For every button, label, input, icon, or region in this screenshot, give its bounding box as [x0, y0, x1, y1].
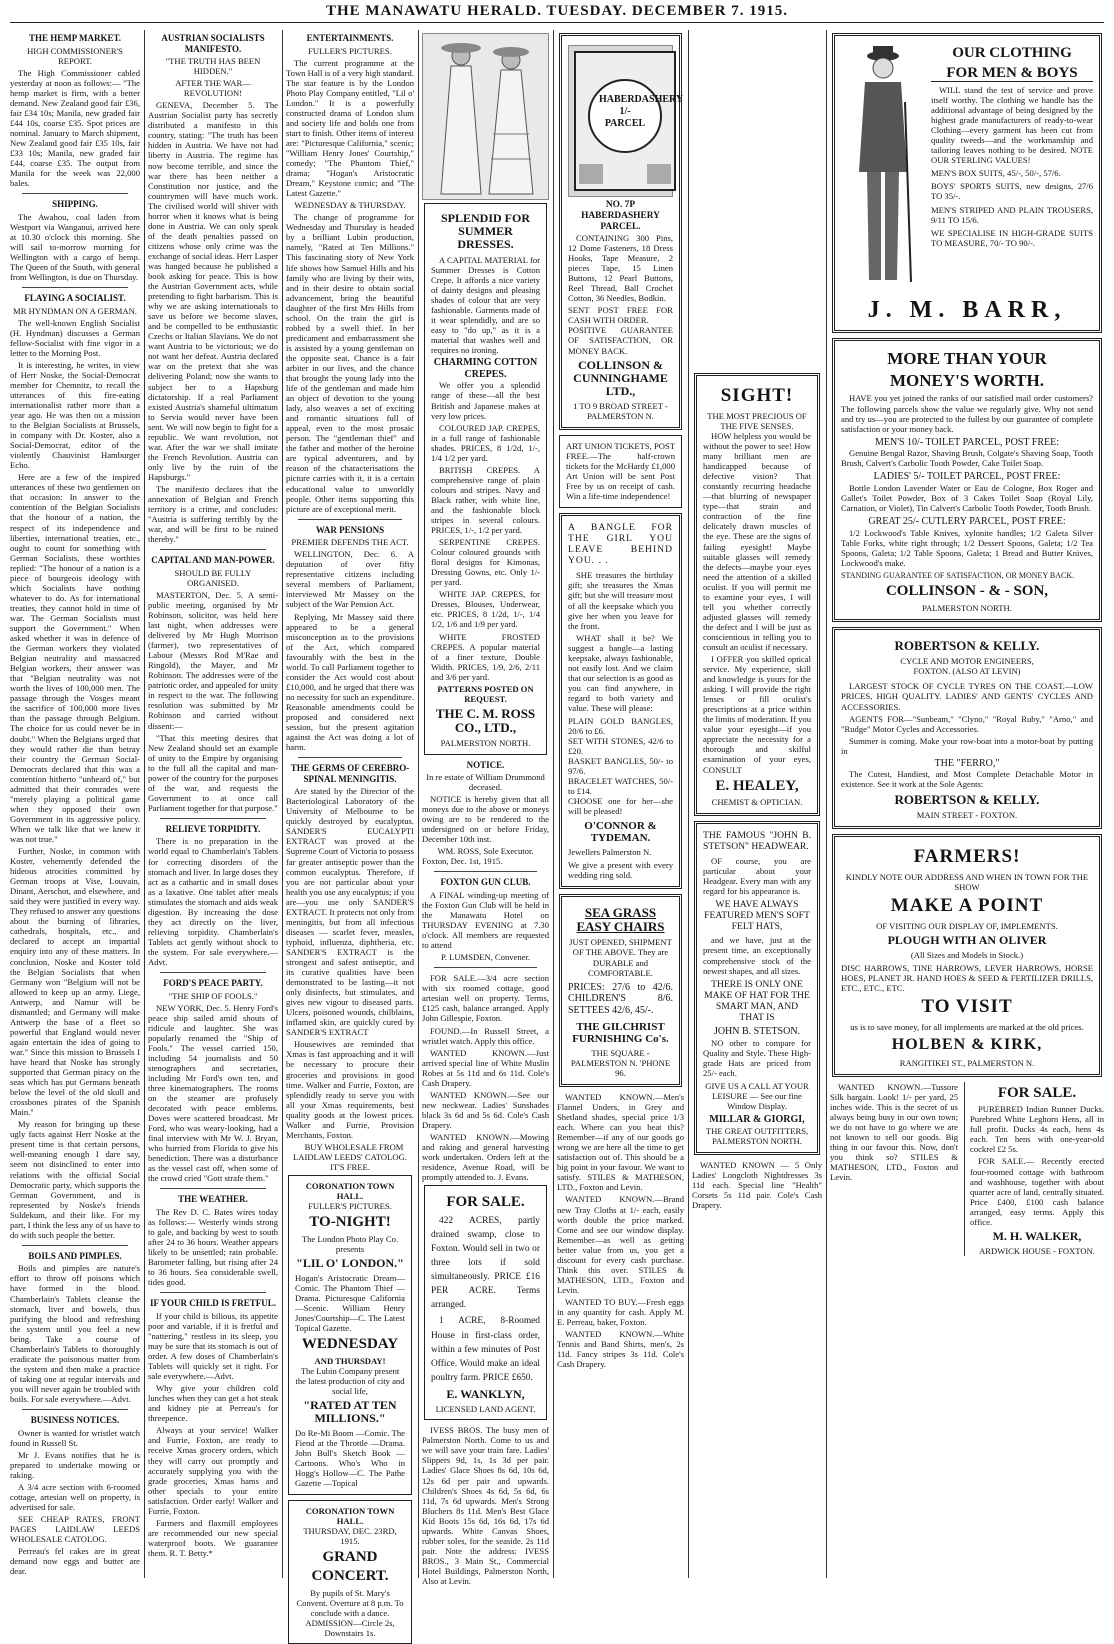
subheadline: HIGH COMMISSIONER'S REPORT. — [27, 45, 123, 66]
article-text: Always at your service! Walker and Furrie, Foxton, are ready to receive Xmas grocery orders, which they will carry out promptly and accurately supplying you with the grade groceries, Xmas hams and other specials to your entire satisfaction. Order early! Walker and Furrie, Foxton. — [148, 1425, 278, 1516]
ad-line: MAIN STREET - FOXTON. — [916, 809, 1018, 820]
ad-title: TO-NIGHT! — [309, 1214, 391, 1231]
ad-title: FOR MEN & BOYS — [931, 65, 1093, 83]
ad-title: OUR CLOTHING — [952, 45, 1072, 61]
parcel-label: HABERDASHERY 1/- PARCEL — [599, 94, 684, 129]
ad-text: SERPENTINE CREPES. Colour coloured grounds with floral designs for Kimonas, Dressing Gowns, etc. Only 1/- per yard. — [431, 537, 540, 588]
robertson-kelly-ad — [832, 627, 1102, 829]
article-text: Mr J. Evans notifies that he is prepared to undertake mowing or raking. — [10, 1449, 140, 1480]
ad-text: NO other to compare for Quality and Style. These High-grade Hats are priced from 25/- each. — [703, 1038, 811, 1079]
subheadline: FULLER'S PICTURES. — [308, 45, 392, 56]
ad-text: HAVE you yet joined the ranks of our satisfied mail order customers? The following parcels show the value we regularly give. Why not send and try us—you are protected to the fullest by our guarantee of complete satisfaction or your money back. — [841, 393, 1093, 434]
ad-text: WHITE JAP. CREPES, for Dresses, Blouses, Underwear, etc. PRICES, 8 1/2d, 1/-, 1/4 1/2, 1/6 and 1/9 per yard. — [431, 589, 540, 630]
clothing-illustration — [841, 42, 925, 292]
article-text: BUY WHOLESALE FROM LAIDLAW LEEDS' CATOLOG. IT'S FREE. — [293, 1141, 407, 1172]
price-line: BASKET BANGLES, 50/- to 97/6. — [568, 756, 673, 777]
article-text: The current programme at the Town Hall is of a very high standard. The star feature is by the London Photo Play Company entitled, "Lil o' London." It is a powerfully constructed drama of London slum and society life and holds one from start to finish. Other items of interest are: "Picturesque California," scenic; "William Henry Jones' Courtship," comedy; "The Phantom Thief," drama; "Hogan's Aristocratic Dream," Keystone comic; and "The Latest Gazette." — [286, 57, 414, 199]
ad-title: SEA GRASS EASY CHAIRS — [576, 904, 665, 935]
ad-title: MORE THAN YOUR — [887, 349, 1047, 369]
divider — [298, 519, 402, 520]
article-text: There is no preparation in the world equal to Chamberlain's Tablets for correcting disorders of the stomach and liver. In large doses they act as a cathartic and in small doses as a laxative. One tablet after meals stimulates the stomach and aids weak digestion. By increasing the dose they act directly on the liver, relieving torpidity. Chamberlain's Tablets act gently without shock to the system. For sale everywhere.—Advt. — [148, 836, 278, 967]
ad-line: (All Sizes and Models in Stock.) — [910, 949, 1024, 960]
article-text: Perreau's fel cakes are in great demand now eggs and butter are dear. — [10, 1546, 140, 1577]
ad-line: Jewellers Palmerston N. — [568, 846, 652, 857]
column-rule — [826, 30, 827, 1578]
ad-title: CHARMING COTTON CREPES. — [433, 357, 538, 380]
price-line: BOYS' SPORTS SUITS, new designs, 27/6 TO 35/-. — [931, 181, 1093, 202]
headline: CAPITAL AND MAN-POWER. — [151, 555, 275, 566]
ad-title: "RATED AT TEN MILLIONS." — [303, 1397, 397, 1426]
article-text: Farmers and flaxmill employees are recommended our new special waterproof boots. We guarantee them. R. T. Betty.* — [148, 1517, 278, 1558]
classified: WANTED KNOWN.—Men's Flannel Unders, in Grey and Shetland shades, special price 1/3 each. Where can you beat this? Remember—if any of our goods go wrong we are here all the time to get satisfaction out of. This should be a big point in your favour. We want to satisfy. STILES & MATHESON, LTD., Foxton and Levin. — [557, 1092, 684, 1193]
ad-line: LICENSED LAND AGENT. — [435, 1404, 536, 1415]
subheadline: "THE SHIP OF FOOLS." — [168, 990, 258, 1001]
ad-line: PALMERSTON NORTH. — [712, 1136, 802, 1147]
ad-title: NO. 7P HABERDASHERY PARCEL. — [581, 200, 660, 232]
ad-signature: E. WANKLYN, — [446, 1387, 525, 1402]
ad-title: MONEY'S WORTH. — [890, 370, 1044, 390]
ad-signature: J. M. BARR, — [867, 297, 1067, 323]
bangle-ad — [559, 513, 682, 889]
ad-text: Bottle London Lavender Water or Eau de Cologne, Box Roger and Gallet's Toilet Powder, Box of 3 Cakes Toilet Soap (Royal Lily, Carnation, or Violet), Tin Calvert's Carbolic Tooth Powder, Tooth Brush. — [841, 483, 1093, 514]
ad-text: and we have, just at the present time, an exceptionally comprehensive stock of the newest shapes, and all sizes. — [703, 935, 811, 976]
haberdashery-parcel-ad — [559, 33, 682, 430]
parcel-heading: GREAT 25/- CUTLERY PARCEL, POST FREE: — [868, 516, 1066, 528]
notice-text: A FINAL winding-up meeting of the Foxton Gun Club will be held in the Manawatu Hotel on THURSDAY EVENING at 7.30 o'clock. All members are requested to attend — [422, 889, 549, 951]
divider — [434, 871, 537, 872]
ad-text: 1 ACRE, 8-Roomed House in first-class order, within a few minutes of Post Office. Would make an ideal poultry farm. PRICE £650. — [431, 1316, 540, 1383]
ad-text: Summer is coming. Make your row-boat into a motor-boat by putting in — [841, 735, 1093, 756]
classified: WANTED KNOWN.—White Tennis and Band Shirts, men's, 2s 11d. Fancy stripes 3s 11d. Cole's Cash Drapery. — [557, 1329, 684, 1370]
article-text: Replying, Mr Massey said there appeared to be a general misconception as to the provisions of the Act, which compared favourably with the best in the world. To call Parliament together to consider the Act would cost about £10,000, and he urged that there was no necessity for such an expenditure. Reasonable amendments could be proposed and considered next session, but the present agitation against the Act was doing a lot of harm. — [286, 611, 414, 753]
ad-line: CHOOSE one for her—she will be pleased! — [568, 796, 673, 817]
ad-title: THE C. M. ROSS CO., LTD., — [435, 705, 536, 736]
ad-signature: HOLBEN & KIRK, — [891, 1036, 1043, 1054]
classified: IVESS BROS. The busy men of Palmerston North. Come to us and we will save your train fare. Ladies' Slippers 9d, 1s, 1s 3d per pair. Ladies' Glace Shoes 8s 6d, 10s 6d, 12s 6d per pair and upwards. Children's Shoes 4s 6d, 5s 6d, 6s 11d, 7s 6d upwards. Men's Strong Bluchers 8s 11d. Men's Best Glace Kid Boots 15s 6d, 16s 6d, 17s 6d upwards. White Canvas Shoes, rubber soles, for the seaside. 2s 11d pair. Note the address: IVESS BROS., 3 Main St., Commercial Hotel Buildings, Palmerston North, Also at Levin. — [422, 1425, 549, 1586]
ad-text: ART UNION TICKETS, POST FREE.—The half-crown tickets for the McHardy £1,000 Art Union will be sent Post Free by us on receipt of cash. Win a life-time independence! — [566, 441, 675, 502]
price-line: PLAIN GOLD BANGLES, 20/6 to £6. — [568, 716, 673, 737]
subheadline: In re estate of William Drummond deceased. — [426, 772, 545, 793]
barr-clothing-ad — [832, 33, 1102, 333]
article-text: GENEVA, December 5. The Austrian Socialist party has secretly distributed a manifesto in this country, stating: "The truth has been hidden in Austria. We have not had liberty in Austria. The regime has now become terrible, and since the war there has been neither a Constitution nor justice, and the countrymen will have much work. The civilised world will shiver with horror when it knows what is being done in Austria. We can only speak of the death penalties passed on citizens whose only crime was the exchange of social ideas. Herr Lasper was hanged because he published a book asking for peace. This is how the Austrian Government acts, while pretending to fight barbarism. This is why we are asking internationals to save us before we become slaves, and be compelled to be enthusiastic Czechs or Italian Slavians. We do not want Austria to be victorious; we do not want her defeat. Austria declared war on the pretext that she was delivering Poland; now she wants to subject her to a Hapsburg dictatorship. If a real Parliament existed Austria's shameful ultimatum to Servia would never have been sent. We will now begin to fight for a republic. We want revolution, not war. After the war we shall imitate the French Revolution. Austria can only live by the ruin of the Hapsburgs." — [148, 100, 278, 482]
headline: BOILS AND PIMPLES. — [28, 1250, 122, 1261]
ad-line: KINDLY NOTE OUR ADDRESS AND WHEN IN TOWN FOR THE SHOW — [845, 871, 1089, 892]
ad-line: OF VISITING OUR DISPLAY OF, IMPLEMENTS. — [876, 920, 1058, 931]
article-text: It is interesting, he writes, in view of Herr Noske, the Social-Democrat member for Chemnitz, to recall the utterances of this fire-eating internationalist rather more than a year ago. He was then on a mission to the Belgian Socialists at Brussels, in company with Dr. Koster, also a Social-Democrat, editor of the violently Chauvinist Hamburger Echo. — [10, 359, 140, 471]
ad-line: THE "FERRO," — [934, 757, 1000, 769]
ad-text: WILL stand the test of service and prove itself worthy. The clothing we handle has the additional advantage of being designed by the highest grade manufacturers of ready-to-wear Clothing—every garment has been cut from quality tweeds—and the workmanship and tailoring leaves nothing to be desired. NOTE OUR STERLING VALUES! — [931, 85, 1093, 166]
fullers-pictures-ad — [288, 1175, 412, 1495]
ad-title: FARMERS! — [913, 845, 1021, 867]
divider — [22, 193, 128, 194]
ad-line: We give a present with every wedding ring sold. — [568, 859, 673, 880]
ad-text: PUREBRED Indian Runner Ducks. Purebred White Leghorn Hens, all in full profit. Ducks 4s each, hens 4s each. Ten hens with one-year-old cockrel £2 5s. — [970, 1104, 1104, 1155]
article-text: If your child is bilious, its appetite poor and variable, if it is fretful and "nattering," restless in its sleep, you may be sure that its stomach is out of order. A few doses of Chamberlain's Tablets will quickly set it right. For sale everywhere.—Advt. — [148, 1310, 278, 1382]
divider — [22, 287, 128, 288]
ad-line: THURSDAY, DEC. 23RD, 1915. — [303, 1525, 397, 1546]
headline: ENTERTAINMENTS. — [306, 33, 394, 43]
article-text: My reason for bringing up these ugly facts against Herr Noske at the present time is that certain persons, well-meaning enough I dare say, seem not disinclined to enter into relations with the official Social Democratic party, which supports the German Government, and is represented by Noske's friends Suldekum, and their like. For my part, I think the less any of us have to do with such people the better. — [10, 1119, 140, 1240]
ad-text: WHITE FROSTED CREPES. A popular material of a finer texture, Double Width. PRICES, 1/9, 2/6, 2/11 and 3/6 per yard. — [431, 631, 540, 682]
money-worth-ad — [832, 338, 1102, 622]
divider — [22, 1409, 128, 1410]
ad-line: The Lubin Company present the latest production of city and social life, — [295, 1365, 405, 1396]
divider — [160, 1188, 266, 1189]
ad-line: PALMERSTON NORTH. — [440, 738, 531, 749]
column-rule — [144, 30, 145, 1578]
headline: WAR PENSIONS — [315, 524, 385, 535]
ad-line: ARDWICK HOUSE - FOXTON. — [979, 1246, 1095, 1256]
ad-line: STANDING GUARANTEE OF SATISFACTION, OR MONEY BACK. — [841, 571, 1075, 581]
headline: RELIEVE TORPIDITY. — [165, 823, 261, 834]
divider — [298, 757, 402, 758]
dress-figures-icon — [423, 34, 548, 199]
ad-line: PATTERNS POSTED ON REQUEST. — [437, 683, 534, 704]
ad-signature: MILLAR & GIORGI, — [709, 1114, 805, 1126]
ad-title: WEDNESDAY — [301, 1336, 399, 1353]
ad-title: TO VISIT — [921, 996, 1013, 1018]
ad-line: SENT POST FREE FOR CASH WITH ORDER. — [568, 305, 673, 326]
ad-title: CONCERT. — [311, 1568, 389, 1585]
article-text: Here are a few of the inspired utterances of these two gentlemen on that occasion: In answer to the contention of the Belgian Socialists that the honour of a nation, the respect of its independence and liberties, international treaties, etc., ought to count for something with German Socialists, these worthies replied: "The honour of a nation is a piece of bourgeois ideology with which Socialists have nothing whatever to do. As for international treaties, they cannot hold in time of war. The German Socialists must support the Government." When asked whether it was in defence of the German workers they violated Belgian neutrality and massacred Belgian workers, their answer was that "Belgian neutrality was not worth the lives of 100,000 men. The passage through the Vosges meant the sacrifice of 100,000 more lives than the passage through Belgium. The choice for us could never be in doubt." When the Belgians urged that they would rather die than betray their country the German Social-Democrats declared that this was a contention hitherto "unheard of," but admitted that their comrades were "merely playing a political game when they opposed their own Government in its aggressive policy. When we talk like that we knew it was not true." — [10, 472, 140, 844]
classified: WANTED KNOWN — 5 Only Ladies' Longcloth Nightdresses 3s 11d each. Special line "Health" Corsets 5s 11d pair. Cole's Cash Drapery. — [692, 1160, 822, 1211]
concert-ad — [288, 1500, 412, 1644]
ad-prices: PRICES: 27/6 to 42/6. CHILDREN'S 8/6. SETTEES 42/6, 45/-. — [568, 981, 673, 1016]
subheadline: SHOULD BE FULLY ORGANISED. — [174, 567, 252, 588]
ad-subtitle: THE MOST PRECIOUS OF THE FIVE SENSES. — [707, 410, 807, 431]
article-text: MASTERTON, Dec. 5. A semi-public meeting, organised by Mr Robinson, solicitor, was held here last night, when addresses were delivered by Mr Hugh Morrison (farmer), two representatives of Labour (Messrs Rod M'Rae and Ringold), the Mayer, and Mr Robinson. The addresses were of the patriotic order, and appealed for unity in respect to the war. The following resolution was submitted by Mr Robinson and carried without dissent:— — [148, 589, 278, 731]
notice-signature: WM. ROSS, Sole Executor. — [437, 846, 534, 857]
ad-signature: THE GILCHRIST FURNISHING Co's. — [572, 1020, 669, 1045]
column-4 — [422, 30, 549, 1586]
headline: FLAYING A SOCIALIST. — [24, 293, 126, 304]
article-text: Boils and pimples are nature's effort to throw off poisons which have formed in the blood. Chamberlain's Tablets cleanse the stomach, liver and bowels, thus purifying the blood and refreshing the system until you feel a new being. Take a course of Chamberlain's Tablets to thoroughly eradicate the poisonous matter from the system and then make a practice of taking one at regular intervals and you will never again be troubled with boils. For sale everywhere.—Advt. — [10, 1263, 140, 1404]
ad-line: AND THURSDAY! — [314, 1355, 386, 1366]
article-text: SEE CHEAP RATES, FRONT PAGES LAIDLAW LEEDS WHOLESALE CATOLOG. — [10, 1513, 140, 1544]
ad-line: WE HAVE ALWAYS FEATURED MEN'S SOFT FELT HATS, — [704, 898, 810, 933]
article-text: NEW YORK, Dec. 5. Henry Ford's peace ship sailed amid shouts of ridicule and laughter. She was popularly renamed the "Ship of Fools." The vessel carried 150, including 54 journalists and 50 stenographers and secretaries, including Mr Ford's own ten, and three kinematographers. The rooms on the steamer are profusely decorated with peace emblems. Doves were scattered broadcast. Mr Ford, who was weary-looking, had a final interview with Mr W. J. Bryan, who hurried from Florida to give his benediction. There was a disturbance as the vessel cast off, when some of the crowd cried "Gott strafe them." — [148, 1002, 278, 1184]
article-text: Why give your children cold lunches when they can get a hot steak and kidney pie at Perreau's for threepence. — [148, 1383, 278, 1424]
ad-line: ADMISSION—Circle 2s, Downstairs 1s. — [305, 1617, 395, 1638]
column-3 — [286, 30, 414, 1638]
notice-date: Foxton, Dec. 1st, 1915. — [422, 856, 503, 867]
price-line: BRACELET WATCHES, 50/- to £14. — [568, 776, 673, 797]
ad-text: CONTAINING 300 Pins, 12 Dome Fasteners, 18 Dress Hooks, Tape Measure, 2 pieces Tape, 15 Linen Buttons, 12 Pearl Buttons, Reel Thread, Ball Crochet Cotton, 36 Needles, Bodkin. — [568, 233, 673, 304]
ad-title: ROBERTSON & KELLY. — [894, 638, 1040, 654]
headline: FOXTON GUN CLUB. — [440, 877, 531, 888]
subheadline: AFTER THE WAR—REVOLUTION! — [175, 78, 251, 99]
ad-line: THERE IS ONLY ONE MAKE OF HAT FOR THE SMART MAN, AND THAT IS — [704, 978, 810, 1024]
column-5 — [557, 30, 684, 1580]
classified: FOR SALE.—3/4 acre section with six roomed cottage, good artesian well on property. Terms, £125 cash, balance arranged. Apply John Gillespie, Foxton. — [422, 973, 549, 1024]
classified: FOUND.—In Russell Street, a wristlet watch. Apply this office. — [422, 1025, 549, 1046]
column-rule — [553, 30, 554, 1578]
ad-line: PALMERSTON NORTH. — [922, 602, 1012, 613]
classified: WANTED TO BUY.—Fresh eggs in any quantity for cash. Apply M. E. Perreau, baker, Foxton. — [557, 1296, 684, 1328]
ad-line: CHEMIST & OPTICIAN. — [711, 797, 803, 808]
column-rule — [688, 30, 689, 1578]
article-text: The manifesto declares that the annexation of Belgian and French territory is a crime, and concludes: "Austria is suffering terribly by the war, and will be first to be ruined thereby." — [148, 484, 278, 545]
masthead-rule — [10, 22, 1104, 23]
ad-title: MAKE A POINT — [890, 894, 1044, 916]
divider — [160, 818, 266, 819]
ad-line: CORONATION TOWN HALL. — [305, 1180, 395, 1202]
land-for-sale-ad — [424, 1185, 547, 1420]
ad-line: RANGITIKEI ST., PALMERSTON N. — [899, 1057, 1035, 1068]
divider — [160, 549, 266, 550]
ad-line: THE SQUARE - PALMERSTON N. 'PHONE 96. — [570, 1047, 671, 1078]
article-text: The Rev D. C. Bates wires today as follows:— Westerly winds strong to gale, and backing by west to south after 24 to 36 hours. Weather appears likely to be unsettled; rain probable. Barometer falling, but rising after 24 to 36 hours. Sea considerable swell, tides good. — [148, 1206, 278, 1288]
ad-line: The London Photo Play Co. presents — [301, 1233, 399, 1254]
price-line: MEN'S BOX SUITS, 45/-, 50/-, 57/6. — [931, 168, 1061, 179]
article-text: Owner is wanted for wristlet watch found in Russell St. — [10, 1427, 140, 1448]
ad-text: We offer you a splendid range of these—all the best British and Japanese makes at very low prices. — [431, 380, 540, 421]
notice-text: NOTICE is hereby given that all moneys due to the above or moneys owing are to be rendered to the undersigned on or before Friday, December 10th inst. — [422, 794, 549, 845]
ad-title: GRAND — [322, 1548, 378, 1565]
ad-signature: COLLINSON & CUNNINGHAME LTD., — [573, 357, 668, 398]
notice-signature: P. LUMSDEN, Convener. — [440, 952, 531, 963]
headline: SHIPPING. — [52, 199, 98, 210]
subheadline: "THE TRUTH HAS BEEN HIDDEN." — [165, 56, 261, 77]
ad-text: OF course, you are particular about your Headgear. Every man with any regard for his appearance is. — [703, 855, 811, 896]
ad-title: FOR SALE. — [997, 1084, 1077, 1101]
ad-line: 1 TO 9 BROAD STREET - PALMERSTON N. — [573, 401, 668, 422]
ad-line: FOXTON. (ALSO AT LEVIN) — [913, 666, 1021, 677]
column-6 — [692, 30, 822, 1580]
article-text: Housewives are reminded that Xmas is fast approaching and it will be necessary to procure their groceries and provisions in good time. Walker and Furrie, Foxton, are splendidly ready to serve you with all your Xmas requirements, best quality goods at the lowest prices. Walker and Furrie, Provision Merchants, Foxton. — [286, 1039, 414, 1140]
classified: WANTED KNOWN.—Mowing and raking and general harvesting work undertaken. Orders left at the residence, Avenue Road, will be promptly attended to. J. Evans. — [422, 1131, 549, 1183]
summer-dresses-ad — [424, 203, 547, 755]
subheadline: WEDNESDAY & THURSDAY. — [294, 200, 406, 211]
ad-text: AGENTS FOR—"Sunbeam," "Clyno," "Royal Ruby," "Arno," and "Rudge" Motor Cycles and Accessories. — [841, 713, 1093, 734]
ad-text: SHE treasures the birthday gift; she treasures the Xmas gift; but she will treasure most of all the keepsake which you give her when you leave for the front. — [568, 570, 673, 631]
headline: NOTICE. — [466, 759, 505, 770]
ad-line: GIVE US A CALL AT YOUR LEISURE — See our fine Window Display. — [705, 1081, 809, 1112]
article-text: The well-known English Socialist (H. Hyndman) discusses a German fellow-Socialist with fine vigor in a letter to the Morning Post. — [10, 317, 140, 358]
headline: FORD'S PEACE PARTY. — [163, 978, 263, 989]
subheadline: PREMIER DEFENDS THE ACT. — [291, 537, 409, 548]
ad-text: WHAT shall it be? We suggest a bangle—a lasting keepsake, always fashionable, not easily lost. And we claim that our selection is as good as you can find anywhere, in regard to both variety and value. These will please: — [568, 632, 674, 713]
ad-text: FOR SALE.— Recently erected four-roomed cottage with bathroom and washhouse, together with about quarter acre of land, centrally situated. Price £400, £100 cash balance arranged, easy terms. Apply this office. — [970, 1156, 1104, 1227]
price-line: WE SPECIALISE IN HIGH-GRADE SUITS TO MEASURE, 70/- TO 90/-. — [931, 227, 1093, 248]
ad-line: us is to save money, for all implements are marked at the old prices. — [850, 1022, 1084, 1033]
ad-title: FOR SALE. — [446, 1194, 525, 1211]
ad-line: JOHN B. STETSON. — [713, 1026, 801, 1038]
classified: WANTED KNOWN.—See our new neckwear. Ladies' Sunshades black 3s 6d and 5s 6d. Cole's Cash Drapery. — [422, 1089, 549, 1130]
ad-title: THE FAMOUS "JOHN B. STETSON" HEADWEAR. — [703, 830, 811, 853]
parcel-heading: LADIES' 5/- TOILET PARCEL, POST FREE: — [873, 471, 1061, 483]
headline: THE WEATHER. — [178, 1194, 248, 1205]
ad-line: Do Re-Mi Boom —Comic. The Fiend at the Throttle —Drama. John Bull's Sketch Book —Cartoons. Who's Who in Hogg's Hollow—C. The Pathe Gazette —Topical — [295, 1428, 405, 1489]
ad-line: CYCLE AND MOTOR ENGINEERS, — [900, 656, 1034, 667]
ad-text: A CAPITAL MATERIAL for Summer Dresses is Cotton Crepe. It affords a nice variety of dainty designs and pleasing shades of colour that are very fashionable. Garments made of it wear splendidly, and are so easy to "do up," as it is a material that washes well and requires no ironing. — [431, 254, 540, 355]
column-rule — [282, 30, 283, 1578]
holben-kirk-ad — [832, 834, 1102, 1077]
ad-text: I OFFER you skilled optical service. My experience, skill and knowledge is yours for the asking. I will provide the right lenses or fill oculist's prescriptions at a price within the limits of moderation. If you value your eyesight—if you appreciate the necessity for a thorough and skilful examination of your eyes, CONSULT — [703, 654, 811, 775]
article-text: WELLINGTON, Dec. 6. A deputation of over fifty representative citizens including several members of Parliament, interviewed Mr Massey on the subject of the War Pension Act. — [286, 549, 414, 610]
ad-signature: E. HEALEY, — [715, 777, 799, 794]
ad-line: POSITIVE GUARANTEE OF SATISFACTION, OR MONEY BACK. — [568, 325, 673, 356]
ad-title: A BANGLE FOR THE GIRL YOU LEAVE BEHIND YOU. . . — [568, 521, 673, 567]
article-text: Are stated by the Director of the Bacteriological Laboratory of the University of Melbourne to be quickly destroyed by eucalyptus. SANDER'S EUCALYPTI EXTRACT was proved at the Supreme Court of Victoria to possess far greater antiseptic power than the common eucalyptus. Therefore, if you are not particular about your health you use any eucalyptus; if you are—you use only SANDER'S EXTRACT. It protects not only from meningitis, but from all infectious diseases — scarlet fever, measles, typhoid, influenza, diphtheria, etc. SANDER'S EXTRACT is the strongest and safest antiseptic, and its curative qualities have been demonstrated to be lasting—it not only disinfects, but stimulates, and gives new vigour to diseased parts. Ulcers, poisoned wounds, chilblains, inflamed skin, are quickly cured by SANDER'S EXTRACT — [286, 786, 414, 1038]
ad-text: Genuine Bengal Razor, Shaving Brush, Colgate's Shaving Soap, Tooth Brush, Calvert's Carbolic Tooth Powder, Cake Toilet Soap. — [841, 448, 1093, 469]
article-text: Further, Noske, in common with Koster, vehemently defended the hideous atrocities committed by German troops at Vise, Louvain, Dinant, Aerschot, and elsewhere, and said they were justified in every way. They refused to answer any questions about the burning of libraries, cathedrals, hospitals, etc., and declared to accept an impartial enquiry into any of these matters. In conclusion, Noske and Koster told the Belgian Socialists that when Germany won "Belgium will not be allowed to keep up an army. Liege, Antwerp, and Namur will be dismantled; and Germany will make Antwerp the base of a fleet so powerful that England would never again entertain the idea of going to war." Since this mission to Brussels I have heard that Noske has strongly supported that German piracy on the seas which has put Germans beneath below the level of the old skull and crossbones pirates of the Spanish Main." — [10, 846, 140, 1118]
ad-signature: COLLINSON - & - SON, — [885, 583, 1049, 600]
price-line: MEN'S STRIPED AND PLAIN TROUSERS, 9/11 TO 15/6. — [931, 204, 1093, 225]
subheadline: MR HYNDMAN ON A GERMAN. — [13, 305, 137, 316]
ad-text: COLOURED JAP. CREPES, in a full range of fashionable shades. PRICES, 8 1/2d, 1/-, 1/4 1/2 per yard. — [431, 422, 540, 463]
divider — [160, 1292, 266, 1293]
ad-line: THE GREAT OUTFITTERS, — [705, 1126, 809, 1137]
divider — [160, 972, 266, 973]
ad-line: CORONATION TOWN HALL. — [305, 1505, 395, 1526]
ad-text: LARGEST STOCK OF CYCLE TYRES ON THE COAST.—LOW PRICES, HIGH QUALITY. LADIES' AND GENTS' CYCLES AND ACCESSORIES. — [841, 681, 1093, 712]
column-rule — [418, 30, 419, 1578]
stetson-hats-ad — [694, 821, 820, 1155]
headline: AUSTRIAN SOCIALISTS MANIFESTO. — [161, 33, 265, 54]
ad-text: The Cutest, Handiest, and Most Complete Detachable Motor in existence. See it work at the Sole Agents: — [841, 769, 1093, 790]
article-text: A 3/4 acre section with 6-roomed cottage, artesian well on property, is advertised for sale. — [10, 1481, 140, 1512]
gentleman-figure-icon — [841, 42, 925, 292]
ad-signature: O'CONNOR & TYDEMAN. — [584, 819, 657, 844]
price-line: SET WITH STONES, 42/6 to £20. — [568, 736, 673, 757]
article-text: "That this meeting desires that New Zealand should set an example of unity to the Empire by organising to the full all the capital and man-power of the country for the purposes of the war, and requests the Government to at once call Parliament together for that purpose." — [148, 732, 278, 813]
classified: WANTED KNOWN.—Tussore Silk bargain. Look! 1/- per yard, 25 inches wide. This is the secret of us always being busy in our own town; we do not have to go where we are not known to sell our goods. Big thing in our favour this. Now, don't you think so? STILES & MATHESON, LTD., Foxton and Levin. — [830, 1081, 958, 1183]
article-text: The change of programme for Wednesday and Thursday is headed by a brilliant Lubin production, namely, "Rated at Ten Millions." This fascinating story of New York life shows how Samuel Hills and his family who are living by their wits, and in their desire to obtain social advancement, bring the beautiful daughter of the first Mrs Hills from school. On the train the girl is robbed by a swell thief. In her predicament and embarrassment she is assisted by a young gentleman on the opposite seat. Chance is a fair arbiter in our lives, and the chance that brought the young lady into the life of the gentleman and made him an object of devotion to the young lady, also weaves a set of exciting and romantic situations full of appeal, even to the most prosaic person. The "gentleman thief" and the father and mother of the heroine are typical adventurers, and by reason of the characterisations the picture carries with it, it is a certain educational value to unworldly people. Other items supporting this picture are of exceptional merit. — [286, 212, 414, 514]
ad-line: Hogan's Aristocratic Dream—Comic. The Phantom Thief —Drama. Picturesque California —Scenic. William Henry Jones'Courtship—C. The Latest Topical Gazette. — [295, 1272, 405, 1334]
masthead: THE MANAWATU HERALD. TUESDAY. DECEMBER 7. 1915. — [325, 3, 789, 19]
ad-text: 1/2 Lockwood's Table Knives, xylonite handles; 1/2 Galeta Silver Table Forks, white right through; 1/2 Dessert Spoons, Galeta; 1/2 Tea Spoons, Galeta; 1/2 Table Spoons, Galeta; 1 Bread and Butter Knives, Lockwood's make. — [841, 527, 1093, 569]
ad-title: SPLENDID FOR SUMMER DRESSES. — [440, 211, 530, 252]
article-text: The High Commissioner cabled yesterday at noon as follows:— "The hemp market is firm, with a better demand. New Zealand good fair £36, fair £34 10s; Manila, new graded fair £44 10s, coarse £35. Spot prices are nominal. January to March shipment, New Zealand good fair £35 10s, fair £33 10s; Manila, new graded fair £44, coarse £35. The output from Manila for the week was 22,000 bales. — [10, 67, 140, 189]
headline: IF YOUR CHILD IS FRETFUL. — [149, 1298, 277, 1309]
ad-title: SIGHT! — [720, 385, 794, 406]
art-union-ad — [559, 435, 682, 507]
dress-illustration — [422, 33, 549, 200]
column-2 — [148, 30, 278, 1580]
ad-signature: M. H. WALKER, — [992, 1228, 1082, 1243]
ad-line: By pupils of St. Mary's Convent. Overture at 8 p.m. To conclude with a dance. — [296, 1587, 404, 1618]
sea-grass-chairs-ad — [559, 894, 682, 1087]
headline: BUSINESS NOTICES. — [30, 1415, 120, 1426]
article-text: The Awahou, coal laden from Westport via Wanganui, arrived here at 10.30 o'clock this morning. She will sail to-morrow morning for Wellington with a cargo of hemp. The Queen of the South, with general from Wellington, is due on Thursday. — [10, 211, 140, 282]
sight-optician-ad — [694, 373, 820, 816]
ad-text: DISC HARROWS, TINE HARROWS, LEVER HARROWS, HORSE HOES, PLANET JR. HAND HOES & SEED & FERTILIZER DRILLS, ETC., ETC., ETC. — [841, 963, 1093, 994]
column-7 — [830, 30, 1104, 1580]
parcel-illustration — [568, 45, 684, 197]
ad-text: 422 ACRES, partly drained swamp, close to Foxton. Would sell in two or three lots if sold simultaneously. PRICE £16 PER ACRE. Terms arranged. — [431, 1215, 540, 1311]
headline: THE GERMS OF CEREBRO-SPINAL MENINGITIS. — [290, 763, 410, 784]
parcel-heading: MEN'S 10/- TOILET PARCEL, POST FREE: — [874, 436, 1060, 448]
classified: WANTED KNOWN.—Just arrived special line of White Muslin Robes at 5s 11d and 6s 11d. Cole's Cash Drapery. — [422, 1047, 549, 1088]
ad-line: FULLER'S PICTURES. — [308, 1201, 392, 1212]
column-spacer — [692, 30, 822, 370]
divider — [434, 967, 537, 968]
ad-title: "LIL O' LONDON." — [296, 1255, 404, 1270]
ad-signature: ROBERTSON & KELLY. — [894, 791, 1040, 807]
ad-text: JUST OPENED, SHIPMENT OF THE ABOVE. They are DURABLE and COMFORTABLE. — [569, 937, 672, 978]
headline: THE HEMP MARKET. — [28, 33, 122, 43]
classified: WANTED KNOWN.—Brand new Tray Cloths at 1/- each, easily worth double the price marked. Come and see our window display. Remember—as well as getting better value from us, you get a discount for every cash purchase. Think this over. STILES & MATHESON, LTD., Foxton and Levin. — [557, 1194, 684, 1295]
column-1 — [10, 30, 140, 1580]
ad-text: BRITISH CREPES. A comprehensive range of plain colours and stripes. Navy and Black rather, with white line, and the fashionable block stripes in several colours. PRICES, 1/-, 1/2 per yard. — [431, 464, 540, 536]
ad-title: PLOUGH WITH AN OLIVER — [887, 932, 1047, 947]
ad-text: HOW helpless you would be without the power to see! How many brilliant men are handicapped because of defective vision? That constantly recurring headache—that blurring of newspaper type—that strain and contraction of the fine delicately drawn muscles of the eye. These are the signs of failing eyesight! Maybe suitable glasses will remedy the defects—maybe your eyes need the attention of a skilled oculist. If you will permit me to examine your eyes, I will tell you whether correctly adjusted glasses will remedy the defect and I will be just as conscientious in telling you to consult an oculist if necessary. — [703, 430, 811, 652]
divider — [22, 1245, 128, 1246]
